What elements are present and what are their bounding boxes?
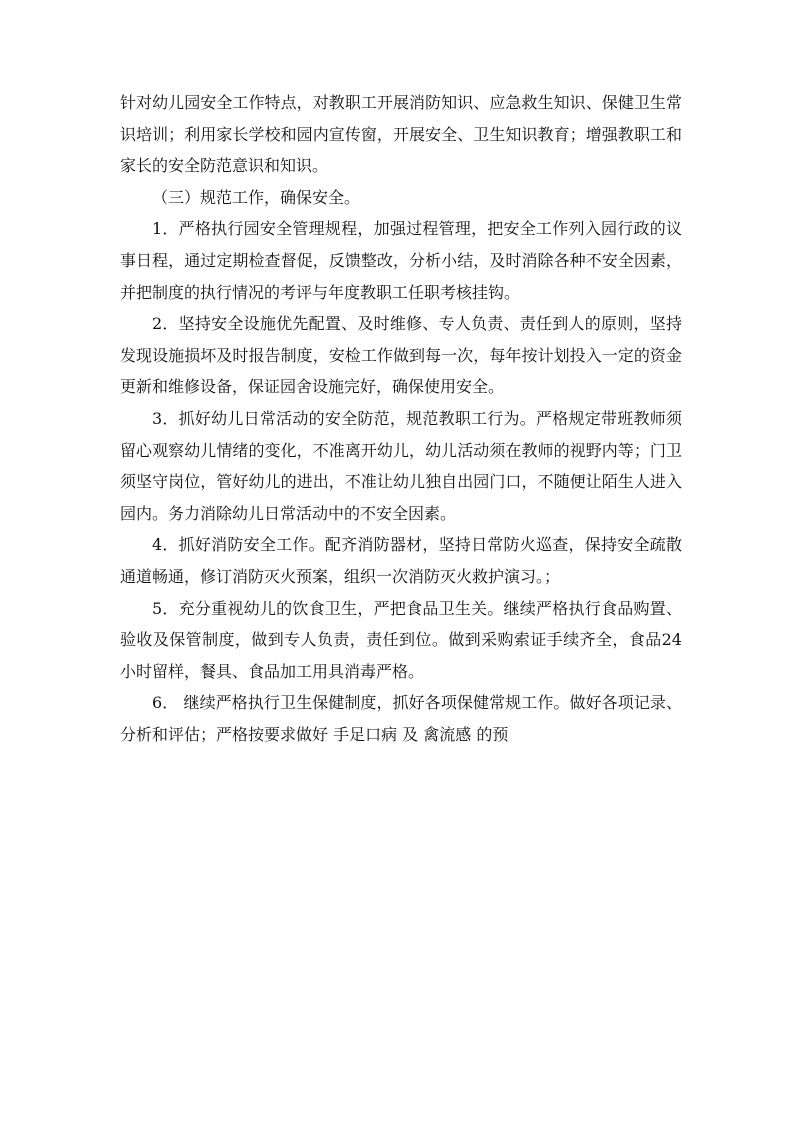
document-page bbox=[120, 87, 682, 750]
section-heading-3: （三）规范工作，确保安全。 bbox=[152, 187, 361, 207]
paragraph-item-5: 5．充分重视幼儿的饮食卫生，严把食品卫生关。继续严格执行食品购置、验收及保管制度，做到专人负责，责任到位。做到采购索证手续齐全，食品24小时留样，餐具、食品加工用具消毒严格。 bbox=[120, 598, 682, 681]
paragraph-training: 针对幼儿园安全工作特点，对教职工开展消防知识、应急救生知识、保健卫生常识培训；利用家长学校和园内宣传窗，开展安全、卫生知识教育；增强教职工和家长的安全防范意识和知识。 bbox=[120, 93, 682, 176]
paragraph-item-6: 6． 继续严格执行卫生保健制度，抓好各项保健常规工作。做好各项记录、分析和评估；严格按要求做好 手足口病 及 禽流感 的预 bbox=[120, 693, 682, 744]
paragraph-item-3: 3．抓好幼儿日常活动的安全防范，规范教职工行为。严格规定带班教师须留心观察幼儿情绪的变化，不准离开幼儿，幼儿活动须在教师的视野内等；门卫须坚守岗位，管好幼儿的进出，不准让幼儿独自出园门口，不随便让陌生人进入园内。务力消除幼儿日常活动中的不安全因素。 bbox=[120, 408, 682, 523]
paragraph-item-2: 2．坚持安全设施优先配置、及时维修、专人负责、责任到人的原则，坚持发现设施损坏及时报告制度，安检工作做到每一次，每年按计划投入一定的资金更新和维修设备，保证园舍设施完好，确保使用安全。 bbox=[120, 314, 682, 397]
paragraph-item-4: 4．抓好消防安全工作。配齐消防器材，坚持日常防火巡查，保持安全疏散通道畅通，修订消防灭火预案，组织一次消防灭火救护演习。； bbox=[120, 535, 682, 586]
paragraph-item-1: 1．严格执行园安全管理规程，加强过程管理，把安全工作列入园行政的议事日程，通过定期检查督促，反馈整改，分析小结，及时消除各种不安全因素，并把制度的执行情况的考评与年度教职工任职考核挂钩。 bbox=[120, 219, 682, 302]
